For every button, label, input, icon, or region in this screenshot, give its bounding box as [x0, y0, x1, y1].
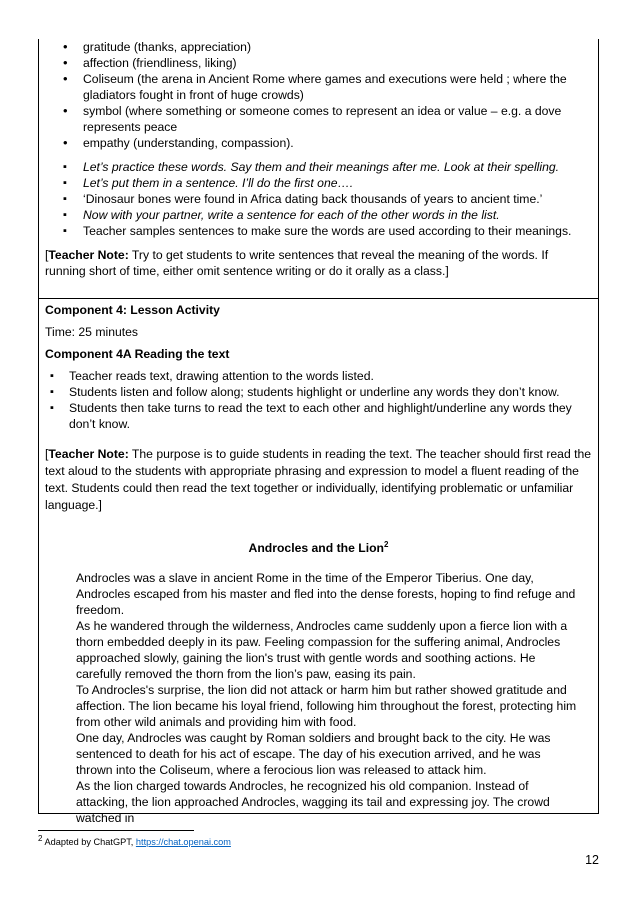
lesson-activity-cell: [38, 298, 599, 825]
footnote-mark: 2: [38, 833, 43, 843]
story-paragraph: As he wandered through the wilderness, Androcles came suddenly upon a fierce lion with a thorn embedded deeply in its paw. Feeling compassion for the suffering animal, Androcles approached slowly, gaining the lion's trust with gentle words and soothing actions. He carefully removed the thorn from the lion’s paw, easing its pain.: [76, 619, 568, 681]
footnote-reference: 2: [383, 539, 389, 549]
story-body: [39, 570, 598, 826]
bracket: [: [45, 447, 49, 461]
story-title: [39, 540, 598, 556]
story-paragraph: One day, Androcles was caught by Roman soldiers and brought back to the city. He was sentenced to death for his act of escape. The day of his execution arrived, and he was thrown into the Coliseum, where a ferocious lion was released to attack him.: [76, 731, 551, 777]
practice-steps-list: [39, 159, 598, 239]
footnote-text: Adapted by ChatGPT,: [42, 837, 136, 847]
footnote-separator: [38, 830, 194, 831]
list-item: • symbol (where something or someone comes to represent an idea or value – e.g. a dove represents peace: [39, 103, 598, 135]
vocabulary-cell: [38, 39, 599, 299]
footnote-link[interactable]: https://chat.openai.com: [135, 837, 231, 847]
time-label: Time: 25 minutes: [45, 325, 139, 339]
page-number: 12: [585, 853, 599, 867]
footnote: [38, 833, 231, 848]
list-item: ▪ Students then take turns to read the text to each other and highlight/underline any words they don’t know.: [39, 400, 598, 432]
component-heading: Component 4: Lesson Activity: [45, 303, 220, 317]
bracket: [: [45, 248, 49, 262]
teacher-note-text: Try to get students to write sentences that reveal the meaning of the words. If running short of time, either omit sentence writing or do it orally as a class.]: [45, 248, 549, 278]
story-paragraph: As the lion charged towards Androcles, he recognized his old companion. Instead of attacking, the lion approached Androcles, wagging its tail and expressing joy. The crowd watched in: [76, 779, 550, 825]
teacher-note-text: The purpose is to guide students in reading the text. The teacher should first read the text aloud to the students with appropriate phrasing and expression to model a fluent reading of the text. Students could then read the text together or individually, identifying problematic or unfamiliar language.]: [45, 447, 592, 512]
teacher-note-label: Teacher Note:: [48, 447, 129, 461]
list-item: ▪ Students listen and follow along; students highlight or underline any words they don’t know.: [39, 384, 598, 400]
story-paragraph: Androcles was a slave in ancient Rome in the time of the Emperor Tiberius. One day, Androcles escaped from his master and fled into the dense forests, hoping to find refuge and freedom.: [76, 571, 576, 617]
list-item: ▪ Teacher reads text, drawing attention to the words listed.: [39, 368, 598, 384]
list-item: • empathy (understanding, compassion).: [39, 135, 598, 151]
teacher-note: [39, 247, 598, 279]
story-paragraph: To Androcles's surprise, the lion did not attack or harm him but rather showed gratitude and affection. The lion became his loyal friend, following him throughout the forest, protecting him from other wild animals and providing him with food.: [76, 683, 577, 729]
list-item: ▪ ‘Dinosaur bones were found in Africa dating back thousands of years to ancient time.’: [39, 191, 598, 207]
reading-steps-list: [39, 368, 598, 432]
list-item: ▪ Teacher samples sentences to make sure the words are used according to their meanings.: [39, 223, 598, 239]
component-subheading: Component 4A Reading the text: [45, 347, 230, 361]
list-item: ▪ Let’s put them in a sentence. I’ll do the first one….: [39, 175, 598, 191]
list-item: • affection (friendliness, liking): [39, 55, 598, 71]
vocabulary-list: [39, 39, 598, 151]
list-item: ▪ Now with your partner, write a sentence for each of the other words in the list.: [39, 207, 598, 223]
list-item: • gratitude (thanks, appreciation): [39, 39, 598, 55]
list-item: • Coliseum (the arena in Ancient Rome where games and executions were held ; where the gladiators fought in front of huge crowds): [39, 71, 598, 103]
teacher-note: [39, 446, 598, 514]
list-item: ▪ Let’s practice these words. Say them and their meanings after me. Look at their spelling.: [39, 159, 598, 175]
story-title-text: Androcles and the Lion: [248, 541, 384, 555]
teacher-note-label: Teacher Note:: [48, 248, 129, 262]
